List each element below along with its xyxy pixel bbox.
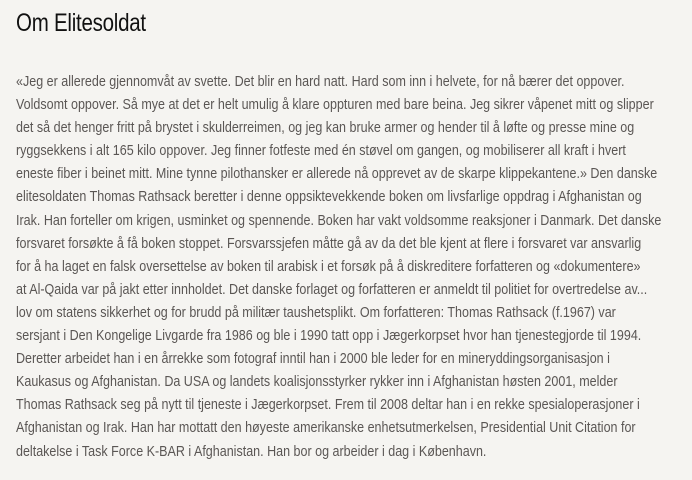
description-line: lov om statens sikkerhet og for brudd på militær taushetsplikt. Om forfatteren: Thomas Rathsack (f.1967) var <box>16 303 616 321</box>
description-line: Voldsomt oppover. Så mye at det er helt umulig å klare oppturen med bare beina. Jeg sikrer våpenet mitt og slipper <box>16 96 654 114</box>
description-line: for å ha laget en falsk oversettelse av boken til arabisk i et forsøk på å diskreditere forfatteren og «dokumentere» <box>16 257 641 275</box>
description-line: deltakelse i Task Force K-BAR i Afghanistan. Han bor og arbeider i dag i København. <box>16 442 487 460</box>
description-line: sersjant i Den Kongelige Livgarde fra 1986 og ble i 1990 tatt opp i Jægerkorpset hvor han tjenestegjorde til 1994. <box>16 327 642 345</box>
description-line: Irak. Han forteller om krigen, usminket og spennende. Boken har vakt voldsomme reaksjoner i Danmark. Det danske <box>16 211 662 229</box>
description-line: Thomas Rathsack seg på nytt til tjeneste i Jægerkorpset. Frem til 2008 deltar han i en rekke spesialoperasjoner i <box>16 396 640 414</box>
book-description <box>16 70 676 463</box>
page-title: Om Elitesoldat <box>16 9 146 37</box>
description-line: ryggsekkens i alt 165 kilo oppover. Jeg finner fotfeste med én støvel om gangen, og mobiliserer all kraft i hvert <box>16 142 626 160</box>
description-line: Deretter arbeidet han i en årrekke som fotograf inntil han i 2000 ble leder for en mineryddingsorganisasjon i <box>16 350 610 368</box>
description-line: Afghanistan og Irak. Han har mottatt den høyeste amerikanske enhetsutmerkelsen, Presidential Unit Citation for <box>16 419 636 437</box>
description-line: Kaukasus og Afghanistan. Da USA og landets koalisjonsstyrker rykker inn i Afghanistan høsten 2001, melder <box>16 373 618 391</box>
description-line: eneste fiber i beinet mitt. Mine tynne pilothansker er allerede nå opprevet av de skarpe klippekantene.» Den danske <box>16 165 658 183</box>
description-line: elitesoldaten Thomas Rathsack beretter i denne oppsiktevekkende boken om livsfarlige oppdrag i Afghanistan og <box>16 188 642 206</box>
description-line: det så det henger fritt på brystet i skulderreimen, og jeg kan bruke armer og hender til å løfte og presse mine og <box>16 119 635 137</box>
description-line: forsvaret forsøkte å få boken stoppet. Forsvarssjefen måtte gå av da det ble kjent at flere i forsvaret var ansvarlig <box>16 234 642 252</box>
description-line: at Al-Qaida var på jakt etter innholdet. Det danske forlaget og forfatteren er anmeldt til politiet for overtredelse av... <box>16 280 648 298</box>
description-line: «Jeg er allerede gjennomvåt av svette. Det blir en hard natt. Hard som inn i helvete, for nå bærer det oppover. <box>16 73 625 90</box>
